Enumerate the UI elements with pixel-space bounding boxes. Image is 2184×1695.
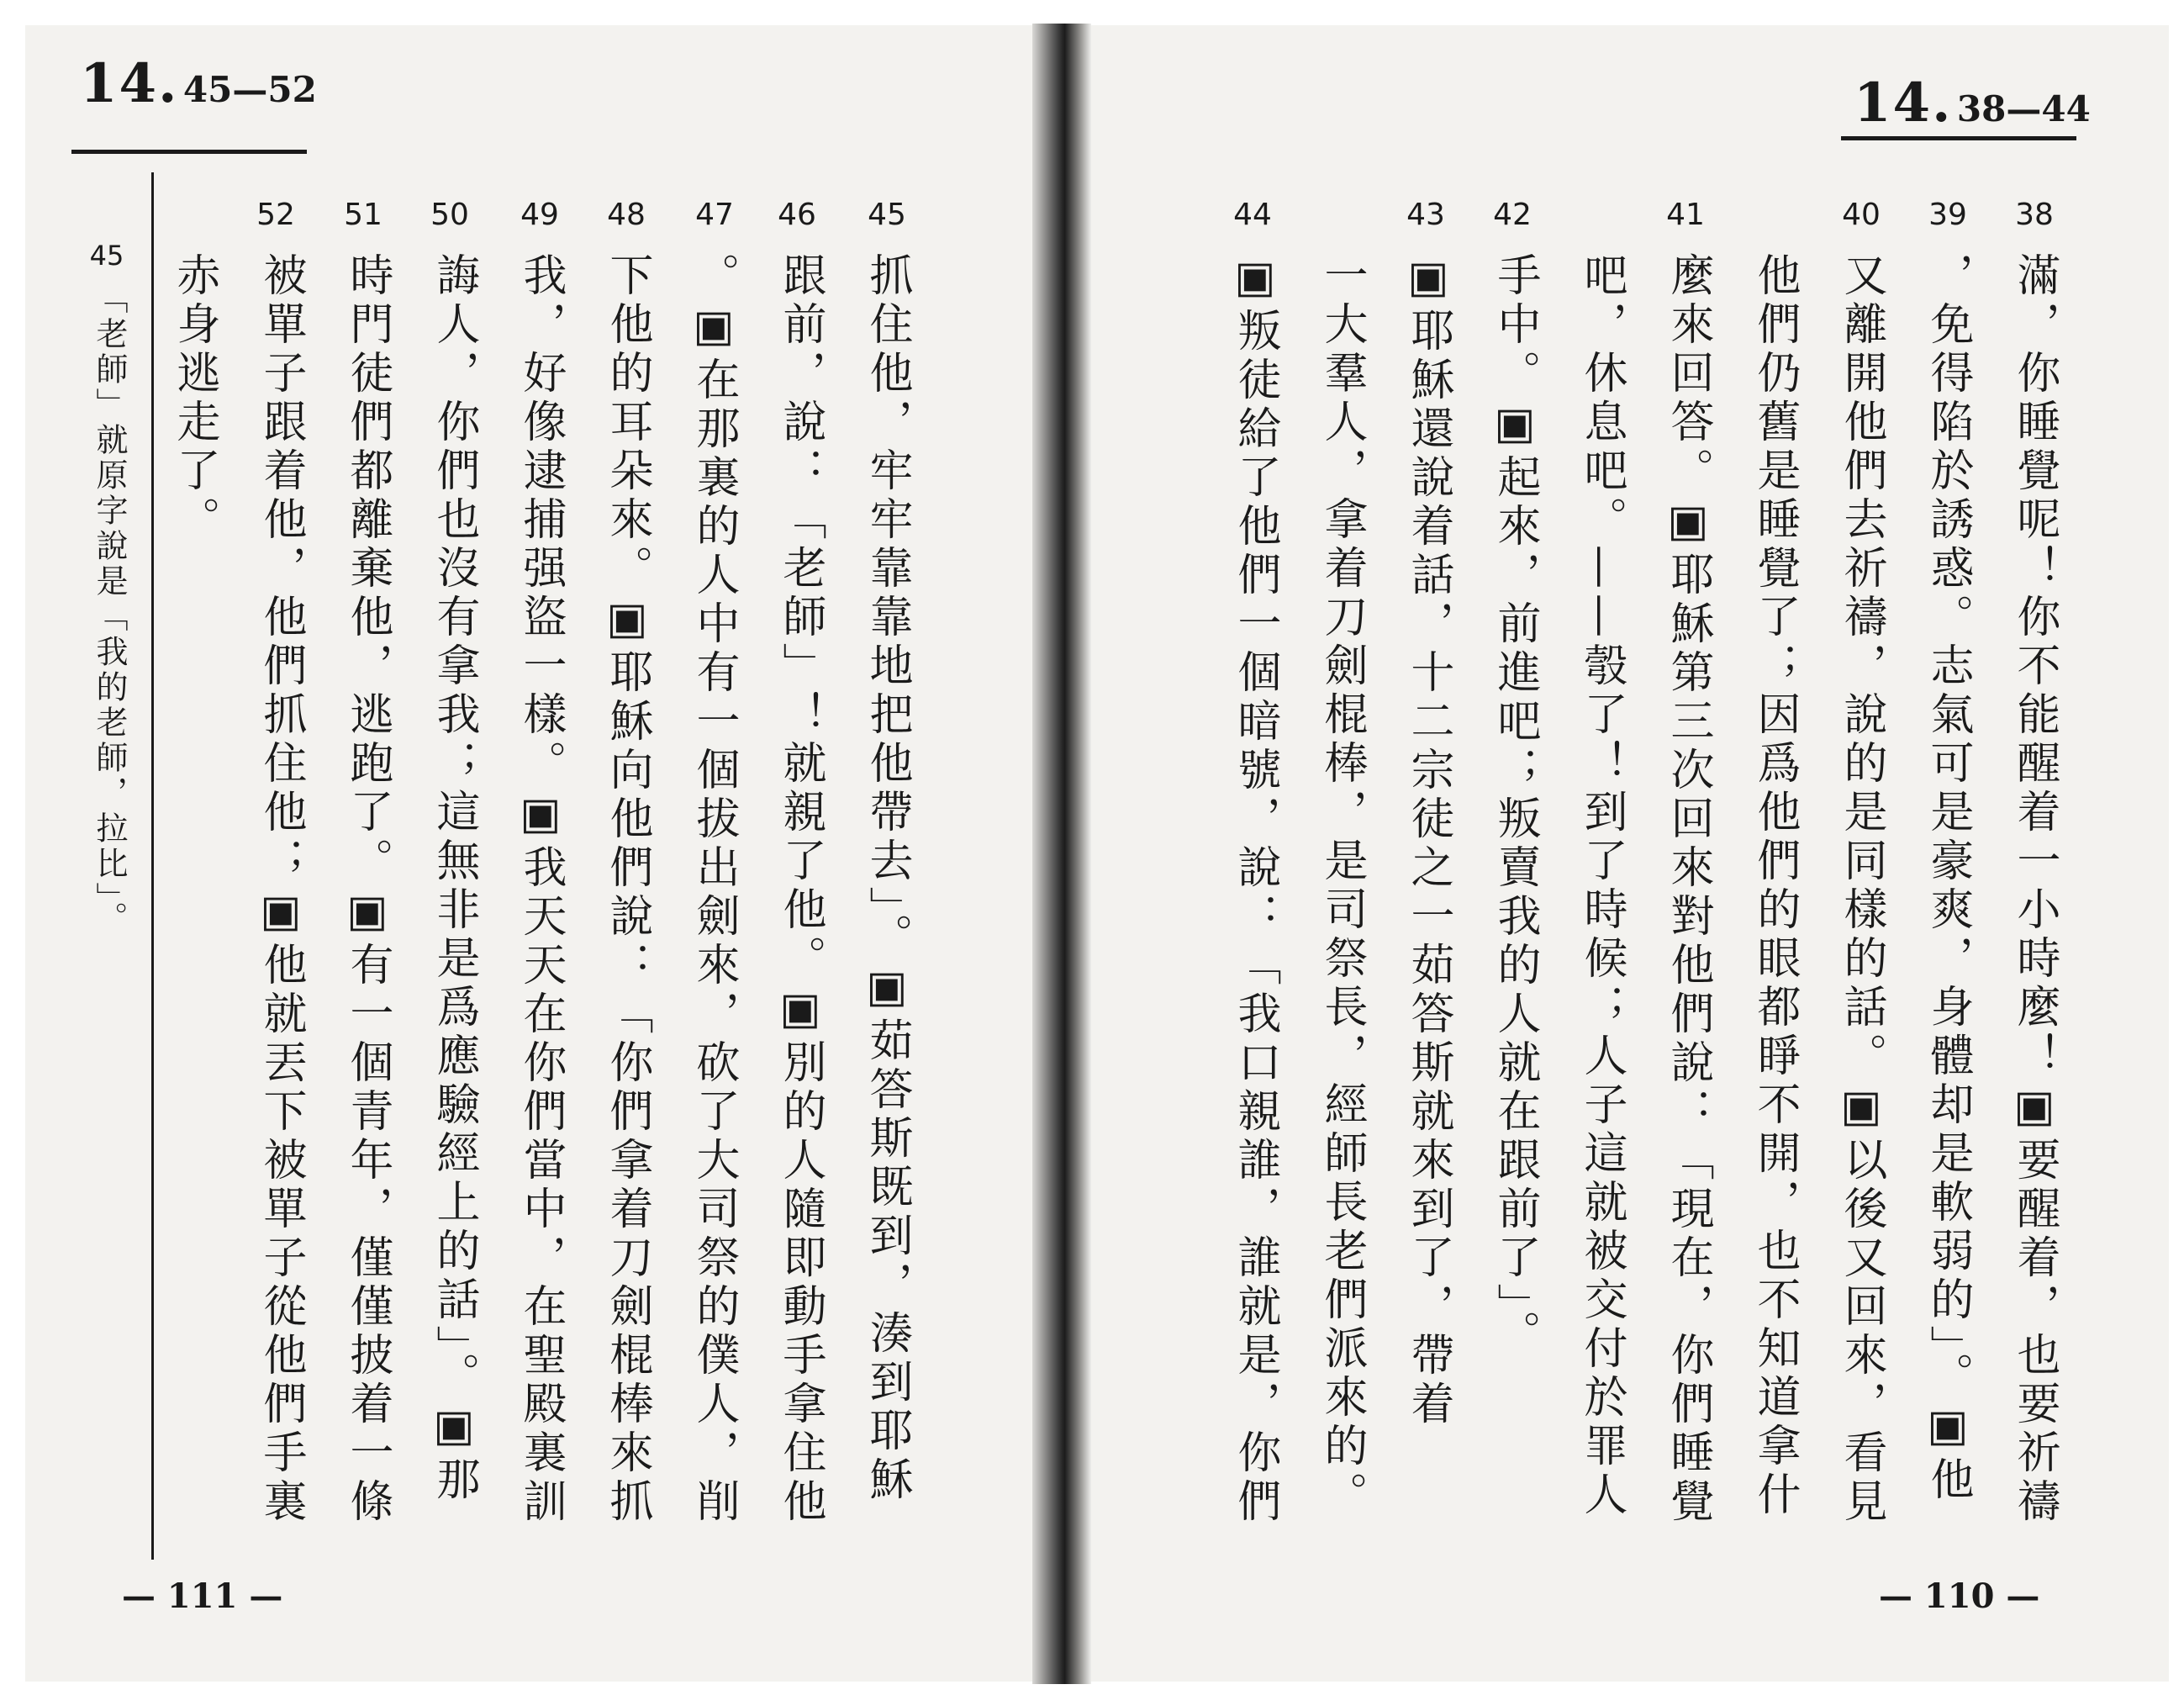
right-text-column: ，免得陷於誘惑。志氣可是豪爽，身體却是軟弱的」。▣他 xyxy=(1923,252,1973,1505)
footnote-number: 45 xyxy=(89,240,124,272)
right-page-header xyxy=(1854,71,2091,135)
right-text-column: 滿，你睡覺呢！你不能醒着一小時麼！▣要醒着，也要祈禱 xyxy=(2009,252,2060,1527)
left-text-column: 抓住他，牢牢靠靠地把他帶去」。▣茹答斯既到，湊到耶穌 xyxy=(862,252,912,1505)
right-text-column: 麼來回答。▣耶穌第三次回來對他們說：「現在，你們睡覺 xyxy=(1663,252,1713,1527)
left-verse-number: 48 xyxy=(607,198,646,232)
left-text-column: 誨人，你們也沒有拿我；這無非是爲應驗經上的話」。▣那 xyxy=(429,252,479,1505)
left-header-chapter: 14. xyxy=(80,52,179,115)
left-text-column: 時門徒們都離棄他，逃跑了。▣有一個青年，僅僅披着一條 xyxy=(342,252,393,1527)
left-verse-number: 46 xyxy=(778,198,816,232)
footnote-text: 「老師」就原字說是「我的老師，拉比」。 xyxy=(91,282,128,937)
right-text-column: 吧，休息吧。——彀了！到了時候；人子這就被交付於罪人 xyxy=(1576,252,1627,1520)
left-text-column: 被單子跟着他，他們抓住他；▣他就丟下被單子從他們手裏 xyxy=(256,252,306,1527)
left-text-column: 赤身逃走了。 xyxy=(169,252,219,545)
right-verse-number: 39 xyxy=(1928,198,1967,232)
book-gutter xyxy=(1032,24,1091,1684)
left-page-number: — 111 — xyxy=(122,1576,283,1616)
left-verse-number: 49 xyxy=(520,198,559,232)
right-header-chapter: 14. xyxy=(1854,71,1953,135)
left-verse-number: 45 xyxy=(868,198,906,232)
right-verse-number: 44 xyxy=(1233,198,1272,232)
right-page-number: — 110 — xyxy=(1879,1576,2040,1616)
left-header-rule xyxy=(71,150,307,154)
footnote-divider xyxy=(151,172,154,1560)
right-verse-number: 40 xyxy=(1842,198,1881,232)
left-text-column: 下他的耳朵來。▣耶穌向他們說：「你們拿着刀劍棍棒來抓 xyxy=(602,252,652,1527)
left-verse-number: 51 xyxy=(344,198,382,232)
right-verse-number: 42 xyxy=(1493,198,1532,232)
right-text-column: ▣耶穌還說着話，十二宗徒之一茹答斯就來到了，帶着 xyxy=(1403,252,1453,1429)
right-verse-number: 38 xyxy=(2015,198,2054,232)
left-text-column: 我，好像逮捕强盜一樣。▣我天天在你們當中，在聖殿裏訓 xyxy=(515,252,566,1527)
right-header-rule xyxy=(1841,136,2076,140)
right-text-column: 又離開他們去祈禱，說的是同樣的話。▣以後又回來，看見 xyxy=(1836,252,1886,1527)
right-text-column: ▣叛徒給了他們一個暗號，說：「我口親誰，誰就是，你們 xyxy=(1230,252,1280,1527)
left-page-header xyxy=(80,52,317,115)
right-text-column: 手中。▣起來，前進吧；叛賣我的人就在跟前了」。 xyxy=(1490,252,1540,1359)
right-verse-number: 43 xyxy=(1406,198,1445,232)
left-verse-number: 47 xyxy=(695,198,734,232)
right-header-range: 38—44 xyxy=(1956,88,2091,129)
left-text-column: 跟前，說：「老師」！就親了他。▣別的人隨即動手拿住他 xyxy=(775,252,826,1527)
left-text-column: 。▣在那裏的人中有一個拔出劍來，砍了大司祭的僕人，削 xyxy=(688,252,739,1527)
left-header-range: 45—52 xyxy=(182,69,317,110)
right-text-column: 他們仍舊是睡覺了；因爲他們的眼都睜不開，也不知道拿什 xyxy=(1749,252,1800,1520)
left-verse-number: 52 xyxy=(256,198,295,232)
left-verse-number: 50 xyxy=(430,198,469,232)
right-text-column: 一大羣人，拿着刀劍棍棒，是司祭長，經師長老們派來的。 xyxy=(1316,252,1367,1520)
right-verse-number: 41 xyxy=(1666,198,1705,232)
